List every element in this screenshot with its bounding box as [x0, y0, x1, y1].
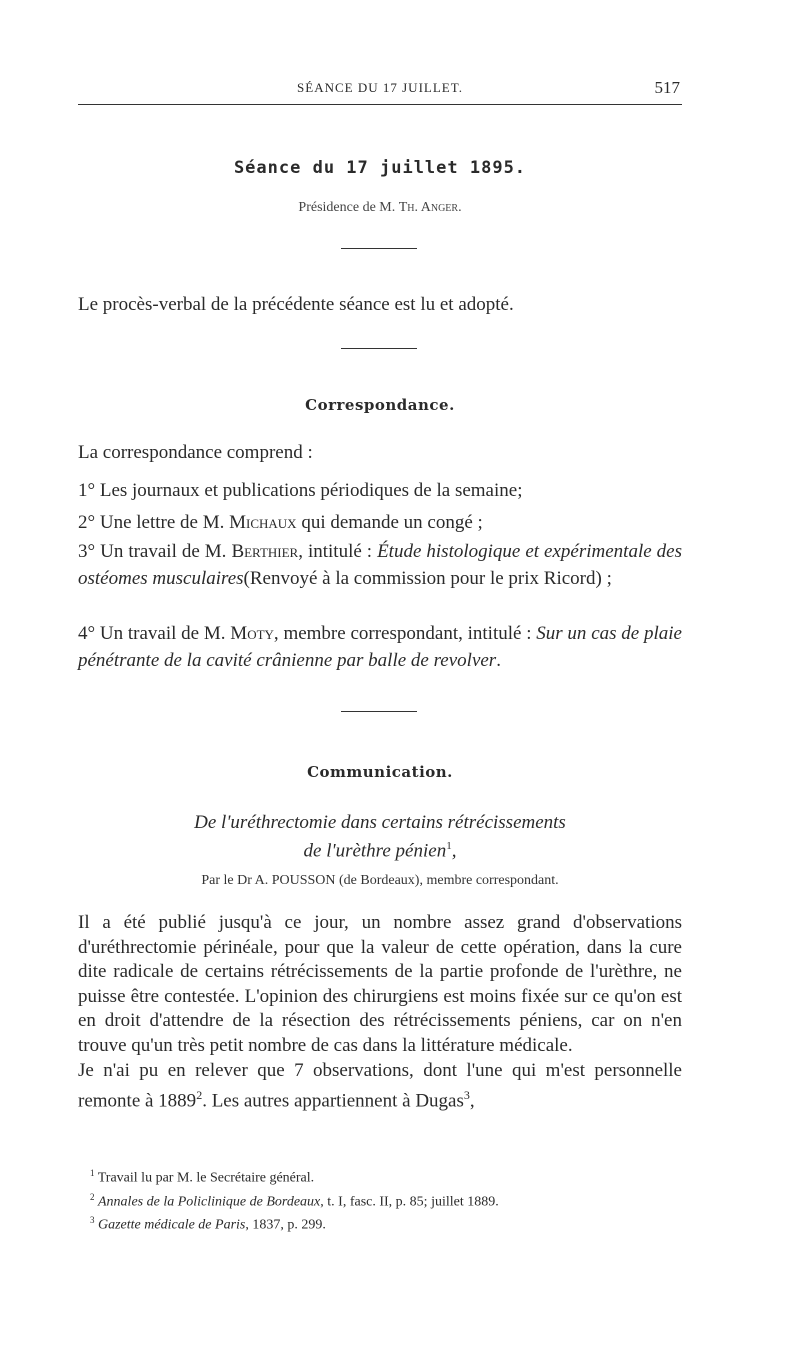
item4-text-c: .	[496, 650, 501, 671]
item4-name: Moty	[230, 623, 274, 644]
footnote-1	[78, 1164, 682, 1188]
correspondance-item-3	[78, 538, 682, 592]
correspondance-item-4	[78, 620, 682, 674]
presidence-line	[78, 200, 682, 216]
item2-text-a: 2° Une lettre de M.	[78, 512, 230, 533]
article-title-line-1: De l'uréthrectomie dans certains rétrécissements	[194, 812, 566, 833]
correspondance-heading: Correspondance.	[305, 396, 455, 414]
header-rule	[78, 104, 682, 105]
running-head	[78, 78, 682, 100]
footnote-2	[78, 1188, 682, 1212]
article-body	[78, 911, 682, 1114]
footnote-text: , 1837, p. 299.	[245, 1217, 326, 1233]
item3-title: Étude histologique et expérimentale des ostéomes musculaires	[78, 541, 682, 589]
para2-text-c: ,	[469, 1090, 475, 1112]
footnote-text: Travail lu par M. le Secrétaire général.	[97, 1170, 315, 1186]
correspondance-item-1: 1° Les journaux et publications périodiques de la semaine;	[78, 480, 523, 501]
footnote-text: , t. I, fasc. II, p. 85; juillet 1889.	[320, 1194, 499, 1210]
proces-verbal-text: Le procès-verbal de la précédente séance est lu et adopté.	[78, 294, 514, 315]
proces-verbal	[78, 289, 682, 320]
footnote-mark: 3	[90, 1215, 95, 1226]
item4-text-a: 4° Un travail de M.	[78, 623, 231, 644]
item2-text-b: qui demande un congé ;	[296, 512, 483, 533]
presidence-suffix: .	[458, 200, 462, 215]
president-name: Th. Anger	[398, 200, 459, 215]
footnote-ref-2[interactable]: 2	[196, 1088, 203, 1103]
item4-text-b: , membre correspondant, intitulé :	[273, 623, 537, 644]
footnote-mark: 2	[90, 1191, 95, 1202]
footnote-ref-1[interactable]: 1	[446, 840, 452, 852]
page-number: 517	[654, 78, 680, 97]
communication-heading: Communication.	[307, 763, 453, 781]
footnote-journal-title: Annales de la Policlinique de Bordeaux	[98, 1194, 321, 1210]
footnote-3	[78, 1211, 682, 1235]
correspondance-item-2	[78, 507, 682, 538]
footnote-journal-title: Gazette médicale de Paris	[98, 1217, 246, 1233]
item3-text-a: 3° Un travail de M.	[78, 541, 232, 562]
body-paragraph-1: Il a été publié jusqu'à ce jour, un nombre assez grand d'observations d'uréthrectomie périnéale, pour que la valeur de cette opération, dans la cure dite radicale de certains rétrécissements de la partie profonde de l'urèthre, ne puisse être contestée. L'opinion des chirurgiens est moins fixée sur ce qu'on est en droit d'attendre de la résection des rétrécissements péniens, car on n'en trouve qu'un très petit nombre de cas dans la littérature médicale.	[78, 912, 682, 1056]
footnotes	[78, 1164, 682, 1235]
item3-text-c: (Renvoyé à la commission pour le prix Ricord) ;	[243, 568, 612, 589]
item2-name: Michaux	[229, 512, 297, 533]
para2-text-a: Je n'ai pu en relever que 7 observations, dont l'une qui m'est personnelle remonte à 1889	[78, 1059, 682, 1112]
article-title-text: de l'urèthre pénien	[303, 840, 447, 862]
byline: Par le Dr A. POUSSON (de Bordeaux), membre correspondant.	[201, 873, 559, 888]
session-title: Séance du 17 juillet 1895.	[233, 158, 527, 178]
item4-title: Sur un cas de plaie pénétrante de la cavité crânienne par balle de revolver	[78, 623, 682, 671]
footnote-mark: 1	[90, 1168, 95, 1178]
footnote-ref-3[interactable]: 3	[463, 1088, 470, 1103]
article-title-line-2	[78, 834, 682, 863]
presidence-prefix: Présidence de M.	[298, 200, 399, 215]
separator-rule	[341, 711, 417, 712]
item3-text-b: , intitulé :	[298, 541, 378, 562]
article-title-end: ,	[451, 840, 457, 862]
separator-rule	[341, 348, 417, 349]
para2-text-b: . Les autres appartiennent à Dugas	[202, 1090, 464, 1112]
body-paragraph-2	[78, 1059, 682, 1115]
item3-name: Berthier	[231, 541, 299, 562]
separator-rule	[341, 248, 417, 249]
correspondance-intro: La correspondance comprend :	[78, 442, 313, 463]
running-head-title: SÉANCE DU 17 JUILLET.	[297, 80, 463, 95]
